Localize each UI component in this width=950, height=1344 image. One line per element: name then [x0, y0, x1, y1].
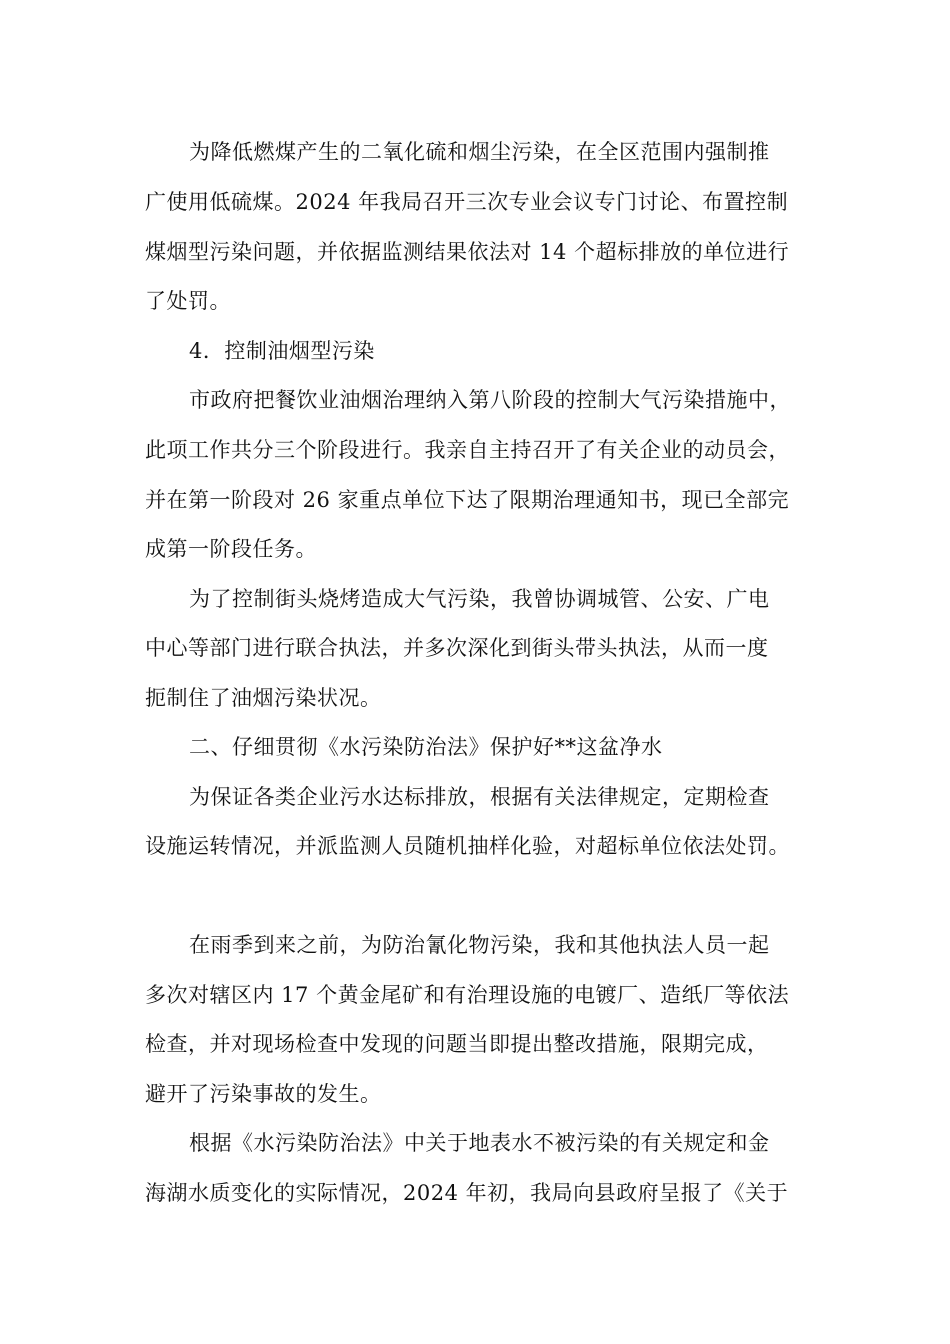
paragraph-line: 在雨季到来之前，为防治氰化物污染，我和其他执法人员一起 [189, 933, 770, 957]
paragraph-line: 了处罚。 [145, 289, 231, 313]
paragraph-line: 市政府把餐饮业油烟治理纳入第八阶段的控制大气污染措施中， [189, 388, 791, 412]
paragraph-line: 为降低燃煤产生的二氧化硫和烟尘污染，在全区范围内强制推 [189, 140, 770, 164]
section-heading: 二、仔细贯彻《水污染防治法》保护好**这盆净水 [189, 735, 663, 759]
paragraph-line: 检查，并对现场检查中发现的问题当即提出整改措施，限期完成， [145, 1032, 769, 1056]
paragraph-line: 此项工作共分三个阶段进行。我亲自主持召开了有关企业的动员会， [145, 438, 790, 462]
paragraph-line: 扼制住了油烟污染状况。 [145, 686, 382, 710]
paragraph-line: 并在第一阶段对 26 家重点单位下达了限期治理通知书，现已全部完 [145, 488, 790, 512]
paragraph-line: 海湖水质变化的实际情况，2024 年初，我局向县政府呈报了《关于 [145, 1181, 789, 1205]
paragraph-line: 避开了污染事故的发生。 [145, 1082, 382, 1106]
paragraph-line: 煤烟型污染问题，并依据监测结果依法对 14 个超标排放的单位进行 [145, 240, 790, 264]
section-heading: 4．控制油烟型污染 [189, 339, 375, 363]
paragraph-line: 广使用低硫煤。2024 年我局召开三次专业会议专门讨论、布置控制 [145, 190, 789, 214]
paragraph-line: 多次对辖区内 17 个黄金尾矿和有治理设施的电镀厂、造纸厂等依法 [145, 983, 790, 1007]
paragraph-line: 为保证各类企业污水达标排放，根据有关法律规定，定期检查 [189, 785, 770, 809]
paragraph-line: 根据《水污染防治法》中关于地表水不被污染的有关规定和金 [189, 1131, 770, 1155]
paragraph-line: 设施运转情况，并派监测人员随机抽样化验，对超标单位依法处罚。 [145, 834, 790, 858]
paragraph-line: 中心等部门进行联合执法，并多次深化到街头带头执法，从而一度 [145, 636, 769, 660]
paragraph-line: 成第一阶段任务。 [145, 537, 317, 561]
paragraph-line: 为了控制街头烧烤造成大气污染，我曾协调城管、公安、广电 [189, 587, 770, 611]
